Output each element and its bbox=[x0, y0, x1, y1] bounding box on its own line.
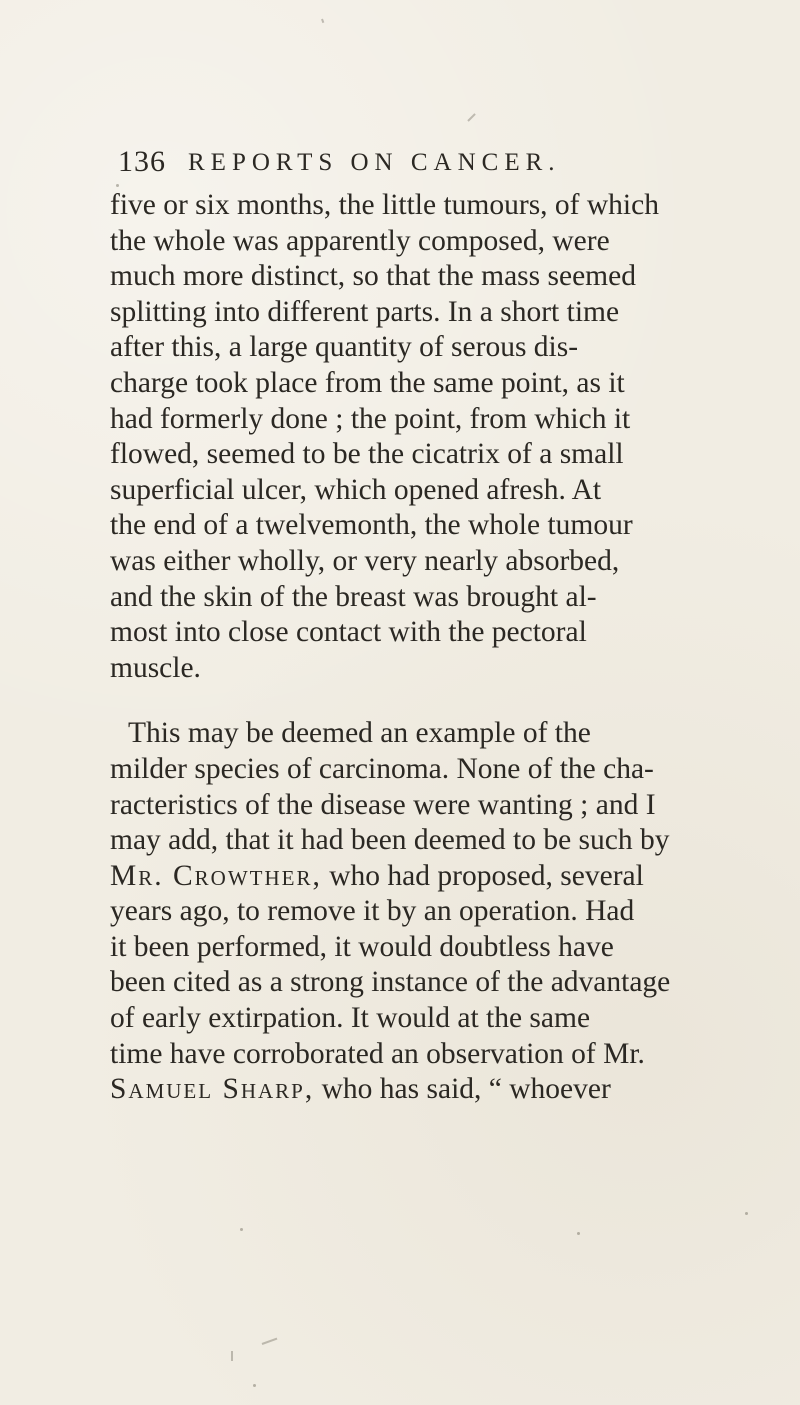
paper-mark bbox=[262, 1338, 278, 1345]
paper-mark bbox=[745, 1212, 748, 1215]
paragraph-2-line-4: may add, that it had been deemed to be such by bbox=[110, 824, 670, 857]
paper-mark bbox=[231, 1351, 233, 1361]
paragraph-2-line-11-rest: who has said, “ whoever bbox=[321, 1073, 611, 1106]
paper-mark bbox=[240, 1228, 243, 1231]
paper-mark bbox=[467, 113, 475, 121]
paragraph-2-line-7: it been performed, it would doubtless have bbox=[110, 930, 614, 963]
paragraph-2-line-10: time have corroborated an observation of Mr. bbox=[110, 1037, 645, 1070]
paragraph-2-line-6: years ago, to remove it by an operation. Had bbox=[110, 895, 635, 928]
person-name-sharp: Samuel Sharp, bbox=[110, 1073, 315, 1106]
paragraph-2-line-3: racteristics of the disease were wanting ; and I bbox=[110, 788, 656, 821]
paper-mark bbox=[321, 19, 324, 23]
page-header bbox=[118, 142, 638, 182]
person-name-crowther: Mr. Crowther, bbox=[110, 859, 322, 892]
body-text bbox=[110, 188, 725, 1108]
paper-mark bbox=[253, 1384, 256, 1387]
paragraph-2-line-9: of early extirpation. It would at the same bbox=[110, 1002, 591, 1035]
paragraph-2-line-5-rest: who had proposed, several bbox=[329, 859, 644, 892]
running-head: REPORTS ON CANCER. bbox=[188, 148, 561, 176]
paragraph-2-line-8: been cited as a strong instance of the advantage bbox=[110, 966, 671, 999]
paragraph-2-line-2: milder species of carcinoma. None of the cha- bbox=[110, 752, 654, 785]
paper-mark bbox=[577, 1232, 580, 1235]
paragraph-2-line-1: This may be deemed an example of the bbox=[128, 717, 591, 750]
paragraph-2 bbox=[110, 716, 725, 1108]
page-number: 136 bbox=[118, 145, 166, 178]
paragraph-1: five or six months, the little tumours, of which the whole was apparently composed, were much more distinct, so that the mass seemed splitting into different parts. In a short time after this, a large quantity of serous dis- charge took place from the same point, as it had formerly done ; the point, from which it flowed, seemed to be the cicatrix of a small superficial ulcer, which opened afresh. At the end of a twelvemonth, the whole tumour was either wholly, or very nearly absorbed, and the skin of the breast was brought al- most into close contact with the pectoral muscle. bbox=[110, 189, 659, 684]
paper-mark bbox=[116, 184, 119, 187]
